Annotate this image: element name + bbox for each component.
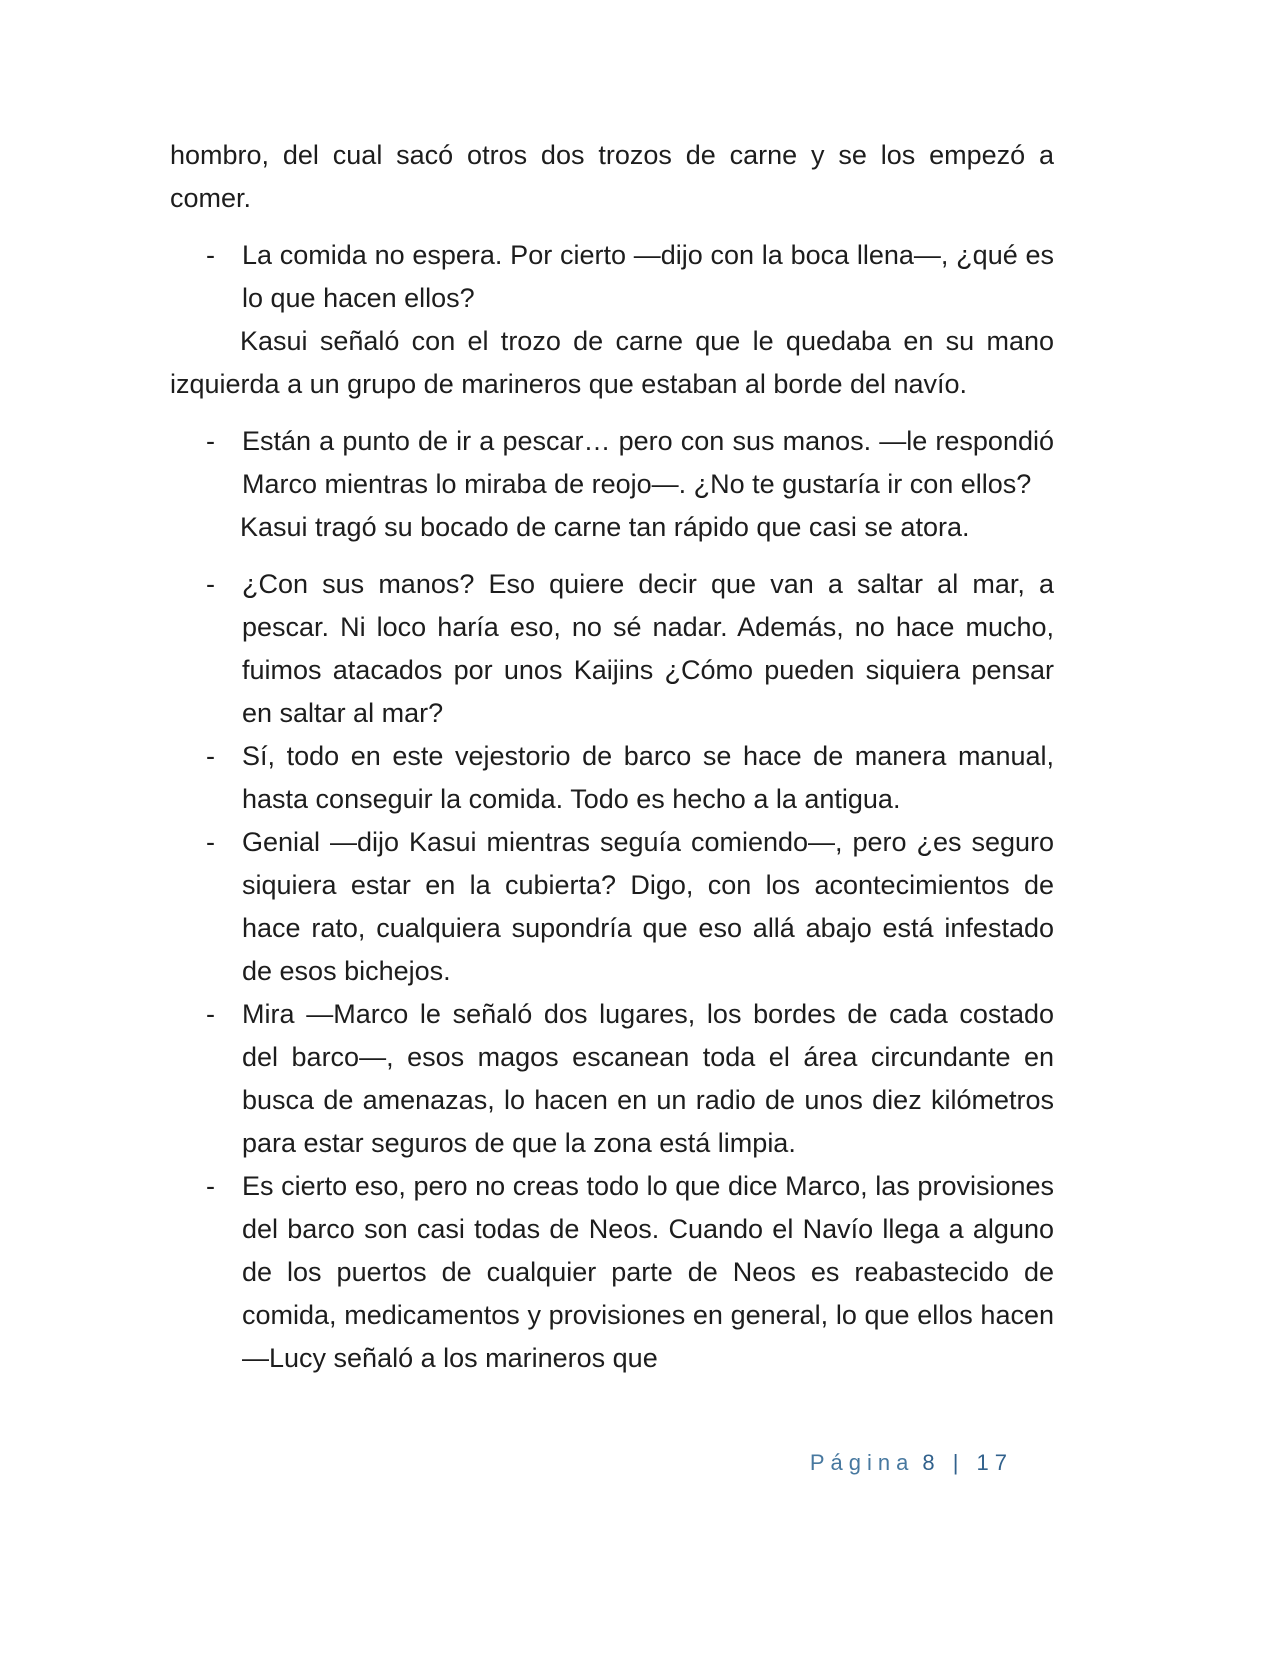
dialogue-list-item: [170, 1165, 1054, 1380]
footer-page-number: 8 | 17: [922, 1450, 1013, 1475]
dialogue-list-item: [170, 563, 1054, 735]
paragraph: hombro, del cual sacó otros dos trozos de carne y se los empezó a comer.: [170, 140, 1054, 213]
dash-marker: -: [206, 741, 215, 771]
dialogue-text: Genial —dijo Kasui mientras seguía comiendo—, pero ¿es seguro siquiera estar en la cubierta? Digo, con los acontecimientos de hace rato, cualquiera supondría que eso allá abajo está infestado de esos bichejos.: [242, 827, 1054, 986]
dash-marker: -: [206, 426, 215, 456]
paragraph: Kasui señaló con el trozo de carne que le quedaba en su mano izquierda a un grupo de marineros que estaban al borde del navío.: [170, 326, 1054, 399]
dialogue-text: ¿Con sus manos? Eso quiere decir que van a saltar al mar, a pescar. Ni loco haría eso, no sé nadar. Además, no hace mucho, fuimos atacados por unos Kaijins ¿Cómo pueden siquiera pensar en saltar al mar?: [242, 569, 1054, 728]
footer-page-label: Página: [809, 1450, 915, 1475]
dash-marker: -: [206, 999, 215, 1029]
dialogue-text: Es cierto eso, pero no creas todo lo que dice Marco, las provisiones del barco son casi todas de Neos. Cuando el Navío llega a alguno de los puertos de cualquier parte de Neos es reabastecido de comida, medicamentos y provisiones en general, lo que ellos hacen —Lucy señaló a los marineros que: [242, 1171, 1054, 1373]
dash-marker: -: [206, 1171, 215, 1201]
dialogue-text: Están a punto de ir a pescar… pero con sus manos. —le respondió Marco mientras lo miraba de reojo—. ¿No te gustaría ir con ellos?: [242, 426, 1054, 499]
dialogue-text: La comida no espera. Por cierto —dijo con la boca llena—, ¿qué es lo que hacen ellos?: [242, 240, 1054, 313]
dialogue-list-item: [170, 993, 1054, 1165]
dialogue-list-item: [170, 234, 1054, 320]
dash-marker: -: [206, 240, 215, 270]
dialogue-list-item: [170, 420, 1054, 506]
dialogue-text: Sí, todo en este vejestorio de barco se hace de manera manual, hasta conseguir la comida. Todo es hecho a la antigua.: [242, 741, 1054, 814]
dash-marker: -: [206, 827, 215, 857]
dialogue-list-item: [170, 821, 1054, 993]
page-footer: [810, 1448, 1013, 1478]
paragraph: Kasui tragó su bocado de carne tan rápido que casi se atora.: [240, 512, 970, 542]
dialogue-text: Mira —Marco le señaló dos lugares, los bordes de cada costado del barco—, esos magos escanean toda el área circundante en busca de amenazas, lo hacen en un radio de unos diez kilómetros para estar seguros de que la zona está limpia.: [242, 999, 1054, 1158]
dash-marker: -: [206, 569, 215, 599]
text-body: [170, 134, 1054, 1380]
dialogue-list-item: [170, 735, 1054, 821]
